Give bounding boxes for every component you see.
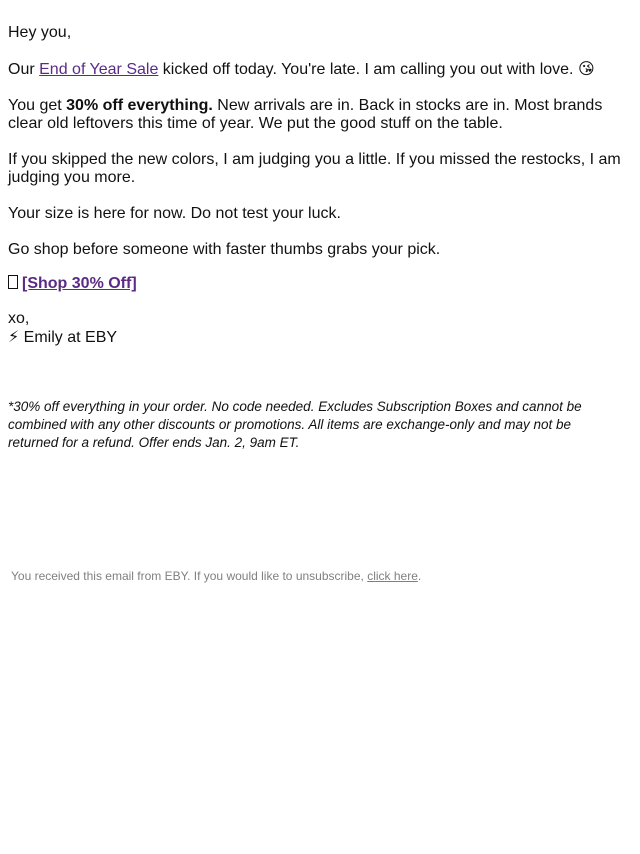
signoff-xo: xo, [8,310,30,327]
size-paragraph: Your size is here for now. Do not test your luck. [8,205,341,222]
fine-print: *30% off everything in your order. No code needed. Excludes Subscription Boxes and cannot be combined with any other discounts or promotions. All items are exchange-only and may not be returned for a refund. Offer ends Jan. 2, 9am ET. [8,398,582,450]
intro-paragraph: Our End of Year Sale kicked off today. You're late. I am calling you out with love. 😘 [8,61,595,78]
offer-highlight: 30% off everything. [66,97,213,114]
shopping-bag-icon [8,275,18,289]
lightning-icon: ⚡ [8,329,20,346]
shop-now-paragraph: Go shop before someone with faster thumbs grabs your pick. [8,241,441,258]
end-of-year-sale-link[interactable]: End of Year Sale [39,61,159,78]
email-body [8,24,624,347]
unsubscribe-footer: You received this email from EBY. If you would like to unsubscribe, click here. [11,569,422,583]
greeting: Hey you, [8,24,72,41]
cta-row [8,275,624,293]
judging-paragraph: If you skipped the new colors, I am judging you a little. If you missed the restocks, I am judging you more. [8,151,621,186]
shop-30-off-link[interactable]: [Shop 30% Off] [22,275,137,292]
signoff-name: ⚡ Emily at EBY [8,329,118,346]
winking-kiss-emoji-icon: 😘 [577,61,595,78]
offer-paragraph: You get 30% off everything. New arrivals are in. Back in stocks are in. Most brands clear old leftovers this time of year. We put the good stuff on the table. [8,97,603,132]
unsubscribe-link[interactable]: click here [367,569,418,583]
